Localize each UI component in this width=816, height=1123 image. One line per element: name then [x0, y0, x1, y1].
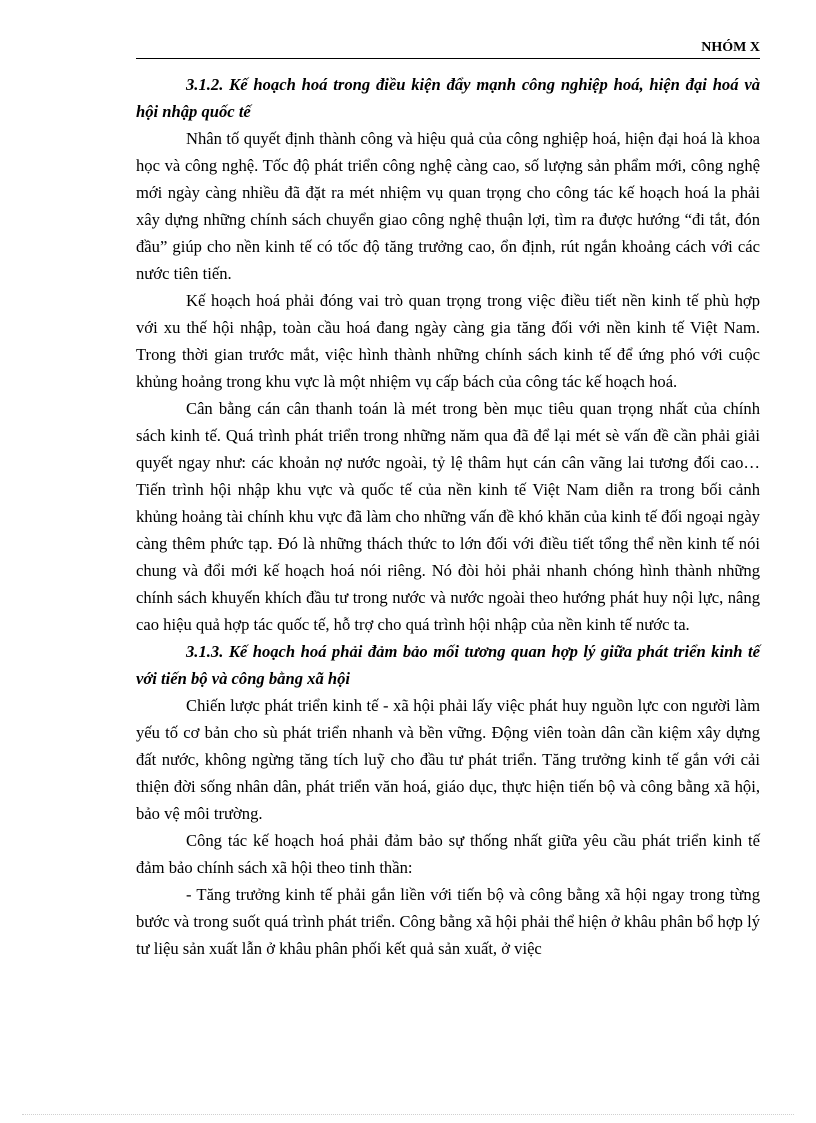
- page-bottom-divider: [22, 1114, 794, 1115]
- page-header: [136, 38, 760, 59]
- document-body: [136, 71, 760, 962]
- paragraph: - Tăng trưởng kinh tế phải gắn liền với tiến bộ và công bằng xã hội ngay trong từng bước và trong suốt quá trình phát triển. Công bằng xã hội phải thể hiện ở khâu phân bổ hợp lý tư liệu sản xuất lẫn ở khâu phân phối kết quả sản xuất, ở việc: [136, 885, 760, 958]
- paragraph: Chiến lược phát triển kinh tế - xã hội phải lấy việc phát huy nguồn lực con người làm yếu tố cơ bản cho sù phát triển nhanh và bền vững. Động viên toàn dân cần kiệm xây dựng đất nước, không ngừng tăng tích luỹ cho đầu tư phát triển. Tăng trưởng kinh tế gắn với cải thiện đời sống nhân dân, phát triển văn hoá, giáo dục, thực hiện tiến bộ và công bằng xã hội, bảo vệ môi trường.: [136, 696, 760, 823]
- paragraph: Cân bằng cán cân thanh toán là mét trong bèn mục tiêu quan trọng nhất của chính sách kinh tế. Quá trình phát triển trong những năm qua đã để lại mét sè vấn đề cần phải giải quyết ngay như: các khoản nợ nước ngoài, tỷ lệ thâm hụt cán cân vãng lai tương đối cao… Tiến trình hội nhập khu vực và quốc tế của nền kinh tế Việt Nam diễn ra trong bối cảnh khủng hoảng tài chính khu vực đã làm cho những vấn đề khó khăn của kinh tế đối ngoại ngày càng thêm phức tạp. Đó là những thách thức to lớn đối với điều tiết tổng thể nền kinh tế nói chung và đổi mới kế hoạch hoá nói riêng. Nó đòi hỏi phải nhanh chóng hình thành những chính sách khuyến khích đầu tư trong nước và nước ngoài theo hướng phát huy nội lực, nâng cao hiệu quả hợp tác quốc tế, hỗ trợ cho quá trình hội nhập của nền kinh tế nước ta.: [136, 399, 760, 634]
- section-heading-3-1-2: 3.1.2. Kế hoạch hoá trong điều kiện đẩy mạnh công nghiệp hoá, hiện đại hoá và hội nhập quốc tế: [136, 75, 760, 121]
- group-label: NHÓM X: [701, 40, 760, 55]
- paragraph: Công tác kế hoạch hoá phải đảm bảo sự thống nhất giữa yêu cầu phát triển kinh tế đảm bảo chính sách xã hội theo tinh thần:: [136, 831, 760, 877]
- paragraph: Nhân tố quyết định thành công và hiệu quả của công nghiệp hoá, hiện đại hoá là khoa học và công nghệ. Tốc độ phát triển công nghệ càng cao, số lượng sản phẩm mới, công nghệ mới ngày càng nhiều đã đặt ra mét nhiệm vụ quan trọng cho công tác kế hoạch hoá la phải xây dựng những chính sách chuyển giao công nghệ thuận lợi, tìm ra được hướng “đi tắt, đón đầu” giúp cho nền kinh tế có tốc độ tăng trưởng cao, ổn định, rút ngắn khoảng cách với các nước tiên tiến.: [136, 129, 760, 283]
- paragraph: Kế hoạch hoá phải đóng vai trò quan trọng trong việc điều tiết nền kinh tế phù hợp với xu thế hội nhập, toàn cầu hoá đang ngày càng gia tăng đối với nền kinh tế Việt Nam. Trong thời gian trước mắt, việc hình thành những chính sách kinh tế để ứng phó với cuộc khủng hoảng trong khu vực là một nhiệm vụ cấp bách của công tác kế hoạch hoá.: [136, 291, 760, 391]
- section-heading-3-1-3: 3.1.3. Kế hoạch hoá phải đảm bảo mối tương quan hợp lý giữa phát triển kinh tế với tiến bộ và công bằng xã hội: [136, 642, 760, 688]
